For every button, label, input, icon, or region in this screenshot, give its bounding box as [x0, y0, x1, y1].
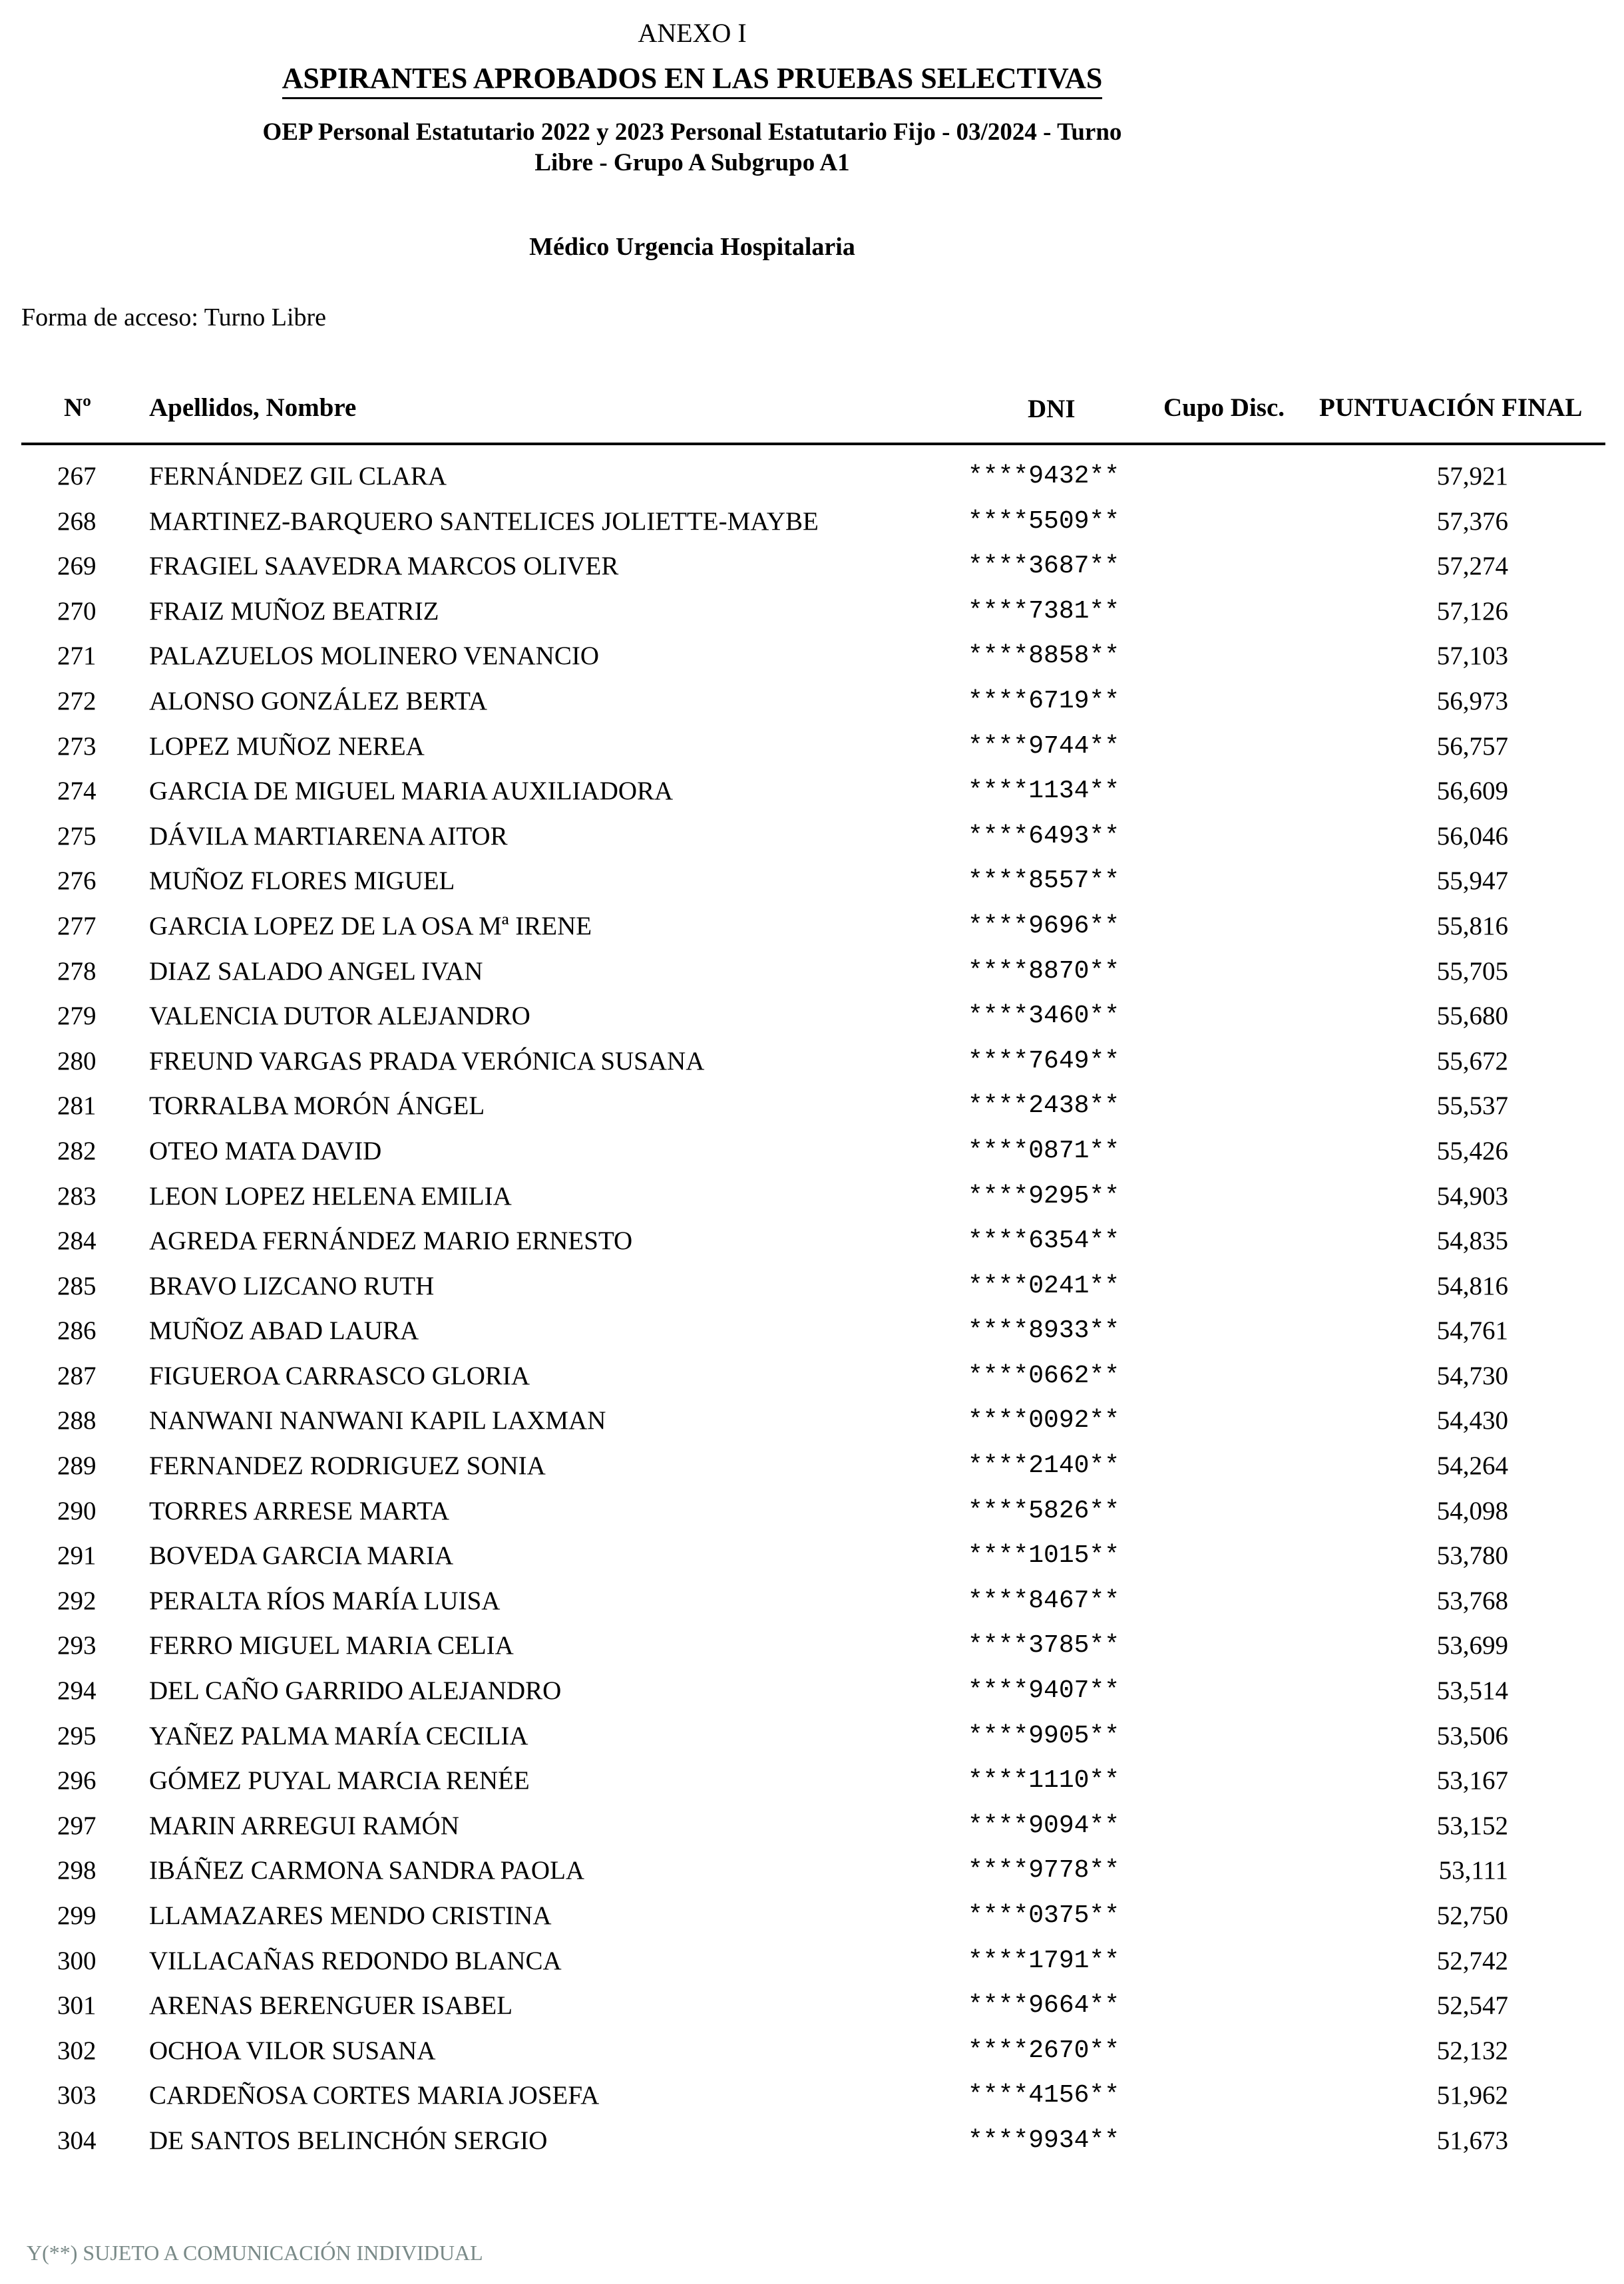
- row-number: 268: [57, 506, 97, 536]
- candidate-dni: ****1791**: [968, 1946, 1120, 1975]
- row-number: 298: [57, 1856, 97, 1885]
- candidate-dni: ****7381**: [968, 596, 1120, 626]
- candidate-name: GÓMEZ PUYAL MARCIA RENÉE: [149, 1766, 530, 1796]
- table-row: [0, 503, 1624, 548]
- table-row: [0, 2032, 1624, 2078]
- candidate-name: PERALTA RÍOS MARÍA LUISA: [149, 1586, 501, 1615]
- final-score: 57,126: [1436, 596, 1508, 626]
- row-number: 301: [57, 1991, 97, 2020]
- final-score: 56,973: [1436, 686, 1508, 715]
- column-header-number: Nº: [64, 393, 92, 422]
- row-number: 275: [57, 821, 97, 851]
- final-score: 57,274: [1436, 552, 1508, 581]
- candidate-dni: ****0662**: [968, 1361, 1120, 1390]
- candidate-name: DEL CAÑO GARRIDO ALEJANDRO: [149, 1676, 562, 1706]
- column-header-name: Apellidos, Nombre: [149, 393, 357, 422]
- table-row: [0, 998, 1624, 1043]
- row-number: 291: [57, 1541, 97, 1571]
- candidate-name: FIGUEROA CARRASCO GLORIA: [149, 1361, 530, 1390]
- table-row: [0, 2077, 1624, 2122]
- table-row: [0, 2122, 1624, 2168]
- candidate-dni: ****9664**: [968, 1991, 1120, 2020]
- table-row: [0, 1943, 1624, 1988]
- table-row: [0, 773, 1624, 818]
- candidate-name: LOPEZ MUÑOZ NEREA: [149, 731, 425, 761]
- table-row: [0, 1043, 1624, 1088]
- final-score: 55,705: [1436, 956, 1508, 986]
- candidate-dni: ****9094**: [968, 1811, 1120, 1840]
- final-score: 53,514: [1436, 1676, 1508, 1706]
- row-number: 282: [57, 1136, 97, 1165]
- final-score: 54,903: [1436, 1181, 1508, 1211]
- final-score: 52,547: [1436, 1991, 1508, 2020]
- candidate-dni: ****4156**: [968, 2081, 1120, 2110]
- candidate-name: ARENAS BERENGUER ISABEL: [149, 1991, 513, 2020]
- final-score: 54,816: [1436, 1271, 1508, 1300]
- table-row: [0, 1178, 1624, 1223]
- row-number: 277: [57, 911, 97, 940]
- candidate-name: FRAGIEL SAAVEDRA MARCOS OLIVER: [149, 552, 619, 581]
- table-row: [0, 1583, 1624, 1628]
- table-row: [0, 1672, 1624, 1718]
- table-row: [0, 1897, 1624, 1943]
- final-score: 52,742: [1436, 1946, 1508, 1975]
- row-number: 287: [57, 1361, 97, 1390]
- row-number: 288: [57, 1406, 97, 1435]
- final-score: 53,780: [1436, 1541, 1508, 1571]
- row-number: 279: [57, 1002, 97, 1031]
- candidate-dni: ****9432**: [968, 462, 1120, 490]
- document-subtitle: [0, 117, 1384, 178]
- row-number: 304: [57, 2126, 97, 2155]
- table-row: [0, 862, 1624, 908]
- table-row: [0, 683, 1624, 728]
- row-number: 273: [57, 731, 97, 761]
- candidate-name: MARTINEZ-BARQUERO SANTELICES JOLIETTE-MAYBE: [149, 506, 819, 536]
- candidate-dni: ****8557**: [968, 866, 1120, 896]
- final-score: 53,167: [1436, 1766, 1508, 1796]
- row-number: 297: [57, 1811, 97, 1840]
- final-score: 57,376: [1436, 506, 1508, 536]
- candidate-dni: ****8870**: [968, 956, 1120, 986]
- final-score: 55,680: [1436, 1002, 1508, 1031]
- candidate-name: BOVEDA GARCIA MARIA: [149, 1541, 454, 1571]
- table-row: [0, 1852, 1624, 1897]
- candidate-name: OCHOA VILOR SUSANA: [149, 2036, 436, 2065]
- candidate-dni: ****1015**: [968, 1541, 1120, 1571]
- final-score: 51,673: [1436, 2126, 1508, 2155]
- candidate-dni: ****1134**: [968, 777, 1120, 806]
- table-row: [0, 1223, 1624, 1268]
- candidate-dni: ****2438**: [968, 1091, 1120, 1121]
- candidate-dni: ****9934**: [968, 2126, 1120, 2155]
- document-title-text: ASPIRANTES APROBADOS EN LAS PRUEBAS SELECTIVAS: [282, 62, 1103, 99]
- table-row: [0, 1312, 1624, 1358]
- row-number: 286: [57, 1316, 97, 1346]
- table-row: [0, 1627, 1624, 1672]
- row-number: 300: [57, 1946, 97, 1975]
- candidate-name: YAÑEZ PALMA MARÍA CECILIA: [149, 1721, 528, 1750]
- candidate-dni: ****9407**: [968, 1676, 1120, 1706]
- candidate-dni: ****2140**: [968, 1451, 1120, 1481]
- subtitle-line-1: OEP Personal Estatutario 2022 y 2023 Personal Estatutario Fijo - 03/2024 - Turno: [262, 118, 1122, 146]
- table-row: [0, 458, 1624, 503]
- final-score: 55,816: [1436, 911, 1508, 940]
- row-number: 293: [57, 1631, 97, 1660]
- table-row: [0, 908, 1624, 953]
- final-score: 55,426: [1436, 1136, 1508, 1165]
- row-number: 270: [57, 596, 97, 626]
- column-header-dni: DNI: [1028, 395, 1076, 423]
- candidate-dni: ****0241**: [968, 1271, 1120, 1300]
- candidate-name: DIAZ SALADO ANGEL IVAN: [149, 956, 483, 986]
- candidate-name: FERNANDEZ RODRIGUEZ SONIA: [149, 1451, 546, 1481]
- candidate-name: GARCIA LOPEZ DE LA OSA Mª IRENE: [149, 911, 592, 940]
- access-mode: Forma de acceso: Turno Libre: [21, 303, 327, 331]
- table-row: [0, 1133, 1624, 1178]
- candidate-dni: ****8467**: [968, 1586, 1120, 1615]
- row-number: 283: [57, 1181, 97, 1211]
- final-score: 54,730: [1436, 1361, 1508, 1390]
- final-score: 54,761: [1436, 1316, 1508, 1346]
- table-row: [0, 1762, 1624, 1808]
- final-score: 51,962: [1436, 2081, 1508, 2110]
- table-row: [0, 1987, 1624, 2032]
- footer-note: Y(**) SUJETO A COMUNICACIÓN INDIVIDUAL: [27, 2241, 483, 2265]
- row-number: 285: [57, 1271, 97, 1300]
- candidate-dni: ****2670**: [968, 2036, 1120, 2065]
- column-header-score: PUNTUACIÓN FINAL: [1319, 393, 1583, 422]
- row-number: 299: [57, 1901, 97, 1930]
- table-row: [0, 548, 1624, 593]
- candidate-name: VALENCIA DUTOR ALEJANDRO: [149, 1002, 530, 1031]
- table-row: [0, 1402, 1624, 1447]
- final-score: 54,835: [1436, 1227, 1508, 1256]
- final-score: 54,430: [1436, 1406, 1508, 1435]
- candidate-name: DÁVILA MARTIARENA AITOR: [149, 821, 508, 851]
- candidate-name: BRAVO LIZCANO RUTH: [149, 1271, 435, 1300]
- row-number: 276: [57, 866, 97, 896]
- document-title: [0, 61, 1384, 95]
- row-number: 303: [57, 2081, 97, 2110]
- candidate-name: PALAZUELOS MOLINERO VENANCIO: [149, 642, 600, 671]
- candidate-name: LLAMAZARES MENDO CRISTINA: [149, 1901, 552, 1930]
- candidate-name: TORRES ARRESE MARTA: [149, 1496, 450, 1525]
- final-score: 53,152: [1436, 1811, 1508, 1840]
- candidate-dni: ****8858**: [968, 642, 1120, 671]
- table-row: [0, 953, 1624, 998]
- candidate-dni: ****9295**: [968, 1181, 1120, 1211]
- table-row: [0, 728, 1624, 773]
- final-score: 56,046: [1436, 821, 1508, 851]
- table-row: [0, 1447, 1624, 1493]
- candidate-dni: ****8933**: [968, 1316, 1120, 1346]
- annex-label: ANEXO I: [638, 18, 747, 48]
- candidate-dni: ****7649**: [968, 1046, 1120, 1075]
- row-number: 292: [57, 1586, 97, 1615]
- final-score: 56,757: [1436, 731, 1508, 761]
- table-row: [0, 638, 1624, 683]
- candidate-name: FERRO MIGUEL MARIA CELIA: [149, 1631, 514, 1660]
- table-row: [0, 1268, 1624, 1313]
- row-number: 295: [57, 1721, 97, 1750]
- candidate-name: FRAIZ MUÑOZ BEATRIZ: [149, 596, 439, 626]
- candidate-name: GARCIA DE MIGUEL MARIA AUXILIADORA: [149, 777, 674, 806]
- row-number: 289: [57, 1451, 97, 1481]
- candidate-dni: ****6354**: [968, 1227, 1120, 1256]
- candidate-name: FERNÁNDEZ GIL CLARA: [149, 462, 447, 490]
- final-score: 55,672: [1436, 1046, 1508, 1075]
- candidate-name: LEON LOPEZ HELENA EMILIA: [149, 1181, 512, 1211]
- header-divider: [21, 443, 1605, 445]
- final-score: 53,506: [1436, 1721, 1508, 1750]
- table-row: [0, 1493, 1624, 1538]
- row-number: 271: [57, 642, 97, 671]
- candidate-dni: ****3460**: [968, 1002, 1120, 1031]
- column-header-cupo: Cupo Disc.: [1163, 393, 1285, 422]
- table-row: [0, 1808, 1624, 1853]
- candidate-dni: ****9905**: [968, 1721, 1120, 1750]
- candidate-dni: ****5826**: [968, 1496, 1120, 1525]
- row-number: 296: [57, 1766, 97, 1796]
- table-row: [0, 818, 1624, 863]
- candidate-name: MUÑOZ FLORES MIGUEL: [149, 866, 455, 896]
- candidate-name: MUÑOZ ABAD LAURA: [149, 1316, 419, 1346]
- candidates-table-body: [0, 458, 1624, 2168]
- final-score: 55,537: [1436, 1091, 1508, 1121]
- subtitle-line-2: Libre - Grupo A Subgrupo A1: [534, 149, 850, 176]
- final-score: 54,264: [1436, 1451, 1508, 1481]
- specialty-title: Médico Urgencia Hospitalaria: [529, 233, 855, 261]
- candidate-dni: ****6719**: [968, 686, 1120, 715]
- candidate-name: NANWANI NANWANI KAPIL LAXMAN: [149, 1406, 606, 1435]
- final-score: 55,947: [1436, 866, 1508, 896]
- candidate-dni: ****9696**: [968, 911, 1120, 940]
- final-score: 56,609: [1436, 777, 1508, 806]
- candidate-name: DE SANTOS BELINCHÓN SERGIO: [149, 2126, 548, 2155]
- final-score: 52,132: [1436, 2036, 1508, 2065]
- table-row: [0, 1358, 1624, 1403]
- final-score: 53,768: [1436, 1586, 1508, 1615]
- candidate-dni: ****9778**: [968, 1856, 1120, 1885]
- candidate-dni: ****0092**: [968, 1406, 1120, 1435]
- row-number: 272: [57, 686, 97, 715]
- candidate-dni: ****1110**: [968, 1766, 1120, 1796]
- candidate-dni: ****5509**: [968, 506, 1120, 536]
- row-number: 284: [57, 1227, 97, 1256]
- final-score: 57,921: [1436, 462, 1508, 490]
- row-number: 290: [57, 1496, 97, 1525]
- row-number: 274: [57, 777, 97, 806]
- candidate-dni: ****6493**: [968, 821, 1120, 851]
- candidate-name: VILLACAÑAS REDONDO BLANCA: [149, 1946, 562, 1975]
- final-score: 53,111: [1438, 1856, 1508, 1885]
- final-score: 53,699: [1436, 1631, 1508, 1660]
- row-number: 281: [57, 1091, 97, 1121]
- candidate-name: CARDEÑOSA CORTES MARIA JOSEFA: [149, 2081, 600, 2110]
- table-row: [0, 1087, 1624, 1133]
- final-score: 57,103: [1436, 642, 1508, 671]
- table-row: [0, 1718, 1624, 1763]
- candidate-name: AGREDA FERNÁNDEZ MARIO ERNESTO: [149, 1227, 633, 1256]
- candidate-name: IBÁÑEZ CARMONA SANDRA PAOLA: [149, 1856, 585, 1885]
- candidate-dni: ****3785**: [968, 1631, 1120, 1660]
- final-score: 52,750: [1436, 1901, 1508, 1930]
- row-number: 302: [57, 2036, 97, 2065]
- row-number: 280: [57, 1046, 97, 1075]
- row-number: 294: [57, 1676, 97, 1706]
- final-score: 54,098: [1436, 1496, 1508, 1525]
- candidate-name: TORRALBA MORÓN ÁNGEL: [149, 1091, 485, 1121]
- candidate-dni: ****9744**: [968, 731, 1120, 761]
- candidate-name: OTEO MATA DAVID: [149, 1136, 382, 1165]
- row-number: 278: [57, 956, 97, 986]
- candidate-name: ALONSO GONZÁLEZ BERTA: [149, 686, 487, 715]
- candidate-dni: ****0871**: [968, 1136, 1120, 1165]
- row-number: 269: [57, 552, 97, 581]
- candidate-dni: ****0375**: [968, 1901, 1120, 1930]
- candidate-dni: ****3687**: [968, 552, 1120, 581]
- table-row: [0, 593, 1624, 638]
- row-number: 267: [57, 462, 97, 490]
- table-row: [0, 1537, 1624, 1583]
- candidate-name: MARIN ARREGUI RAMÓN: [149, 1811, 459, 1840]
- candidate-name: FREUND VARGAS PRADA VERÓNICA SUSANA: [149, 1046, 705, 1075]
